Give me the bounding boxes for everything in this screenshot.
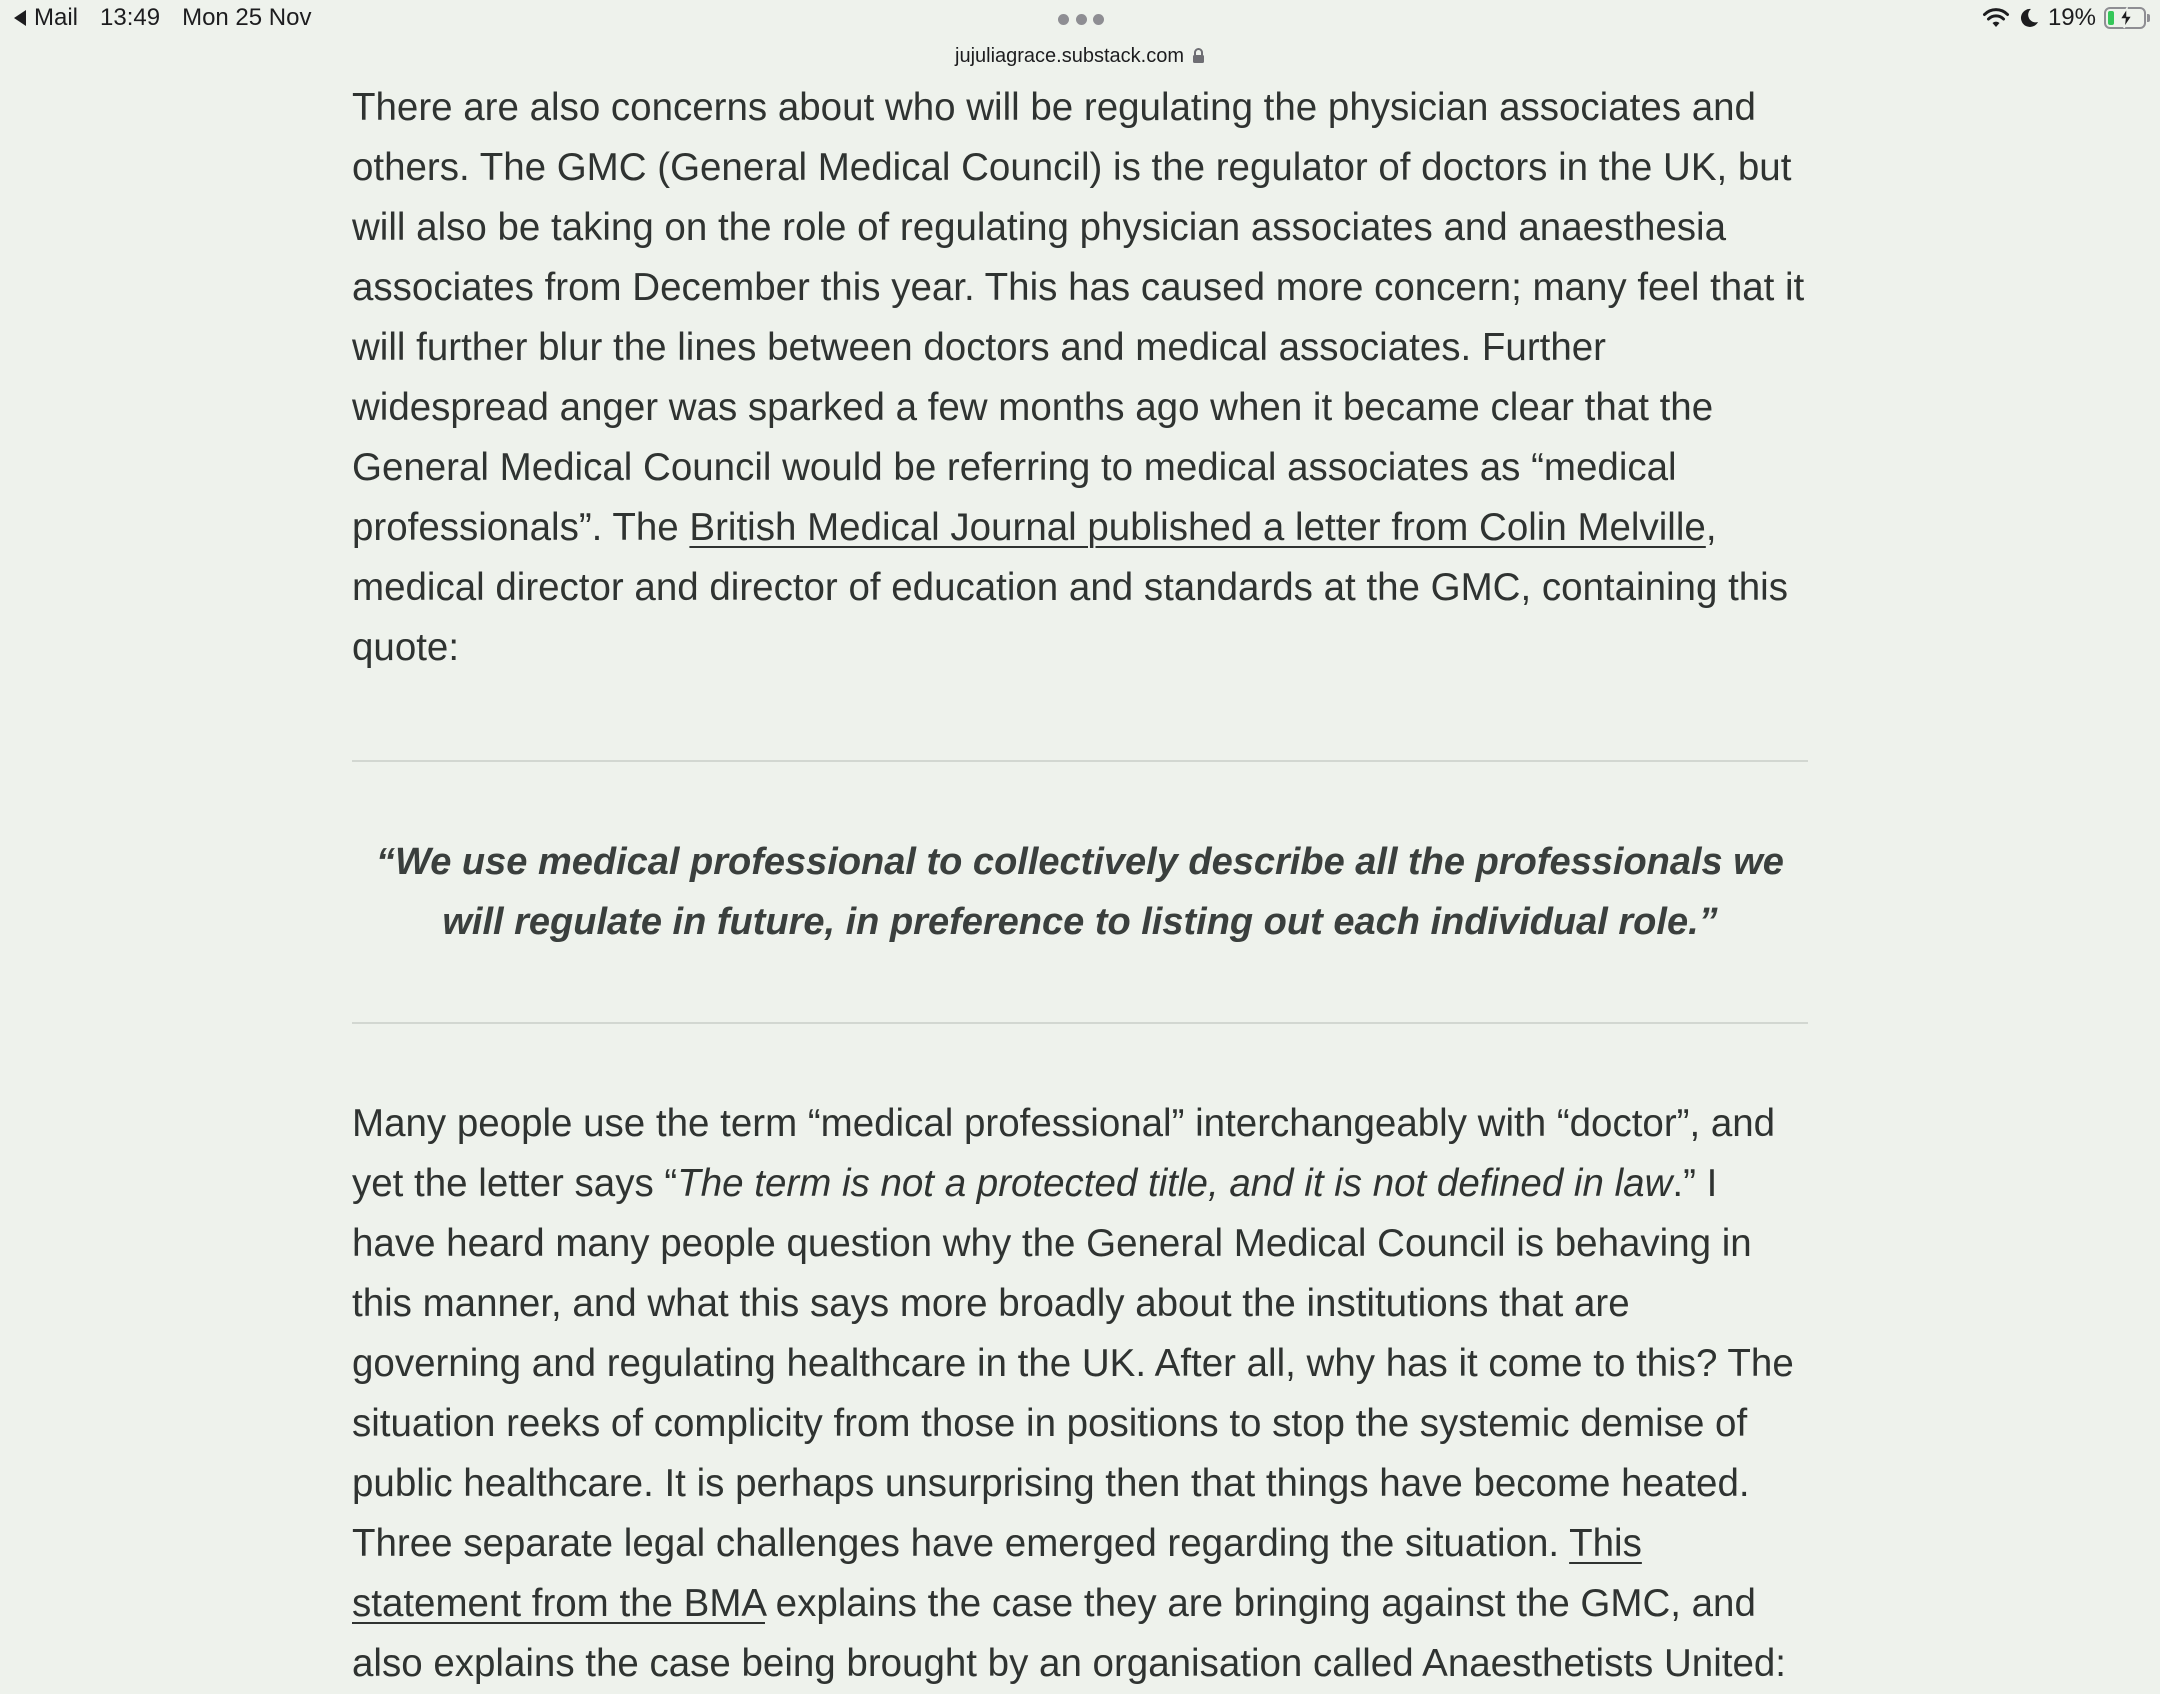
dot-icon bbox=[1076, 14, 1087, 25]
back-to-mail-button[interactable] bbox=[14, 4, 78, 32]
pull-quote: “We use medical professional to collectively describe all the professionals we will regulate in future, in preference to listing out each individual role.” bbox=[376, 841, 1784, 943]
bmj-letter-link[interactable]: British Medical Journal published a letter from Colin Melville bbox=[689, 506, 1706, 549]
battery-cap bbox=[2147, 14, 2150, 22]
article-paragraph-2 bbox=[352, 1094, 1808, 1694]
wifi-icon bbox=[1982, 7, 2010, 29]
back-app-label: Mail bbox=[34, 4, 79, 31]
p2-text-mid: .” I have heard many people question why the General Medical Council is behaving in this manner, and what this says more broadly about the institutions that are governing and regulating healthcare in the UK. After all, why has it come to this? The situation reeks of complicity from those in positions to stop the systemic demise of public healthcare. It is perhaps unsurprising then that things have become heated. Three separate legal challenges have emerged regarding the situation. bbox=[352, 1162, 1794, 1565]
article-body bbox=[352, 78, 1808, 1694]
status-left bbox=[14, 4, 311, 32]
status-bar bbox=[0, 0, 2160, 40]
p2-text-after: explains the case they are bringing against the GMC, and also explains the case being brought by an organisation called Anaesthetists United: bbox=[352, 1582, 1786, 1685]
p2-italic-quote: The term is not a protected title, and it is not defined in law bbox=[677, 1162, 1673, 1205]
dot-icon bbox=[1093, 14, 1104, 25]
battery-percent: 19% bbox=[2047, 4, 2096, 31]
status-right bbox=[1982, 4, 2150, 32]
lock-icon bbox=[1192, 48, 1205, 64]
status-time: 13:49 bbox=[100, 4, 161, 31]
url-domain: jujuliagrace.substack.com bbox=[955, 44, 1184, 67]
battery-icon bbox=[2104, 7, 2146, 29]
status-date: Mon 25 Nov bbox=[182, 4, 312, 31]
back-arrow-icon bbox=[14, 10, 26, 26]
article-paragraph-1 bbox=[352, 78, 1808, 678]
p1-text-before: There are also concerns about who will be regulating the physician associates and others. The GMC (General Medical Council) is the regulator of doctors in the UK, but will also be taking on the role of regulating physician associates and anaesthesia associates from December this year. This has caused more concern; many feel that it will further blur the lines between doctors and medical associates. Further widespread anger was sparked a few months ago when it became clear that the General Medical Council would be referring to medical associates as “medical professionals”. The bbox=[352, 86, 1805, 549]
quote-divider-bottom bbox=[352, 1022, 1808, 1024]
url-bar[interactable] bbox=[0, 40, 2160, 72]
p1-text-after: , medical director and director of education and standards at the GMC, containing this quote: bbox=[352, 506, 1788, 669]
battery-fill bbox=[2108, 11, 2114, 25]
dot-icon bbox=[1058, 14, 1069, 25]
p2-text-before: Many people use the term “medical professional” interchangeably with “doctor”, and yet the letter says “ bbox=[352, 1102, 1776, 1205]
charging-bolt-icon bbox=[2118, 7, 2134, 29]
bma-statement-link[interactable]: This statement from the BMA bbox=[352, 1522, 1642, 1625]
do-not-disturb-moon-icon bbox=[2018, 7, 2040, 29]
multitasking-menu-button[interactable] bbox=[1058, 14, 1104, 26]
